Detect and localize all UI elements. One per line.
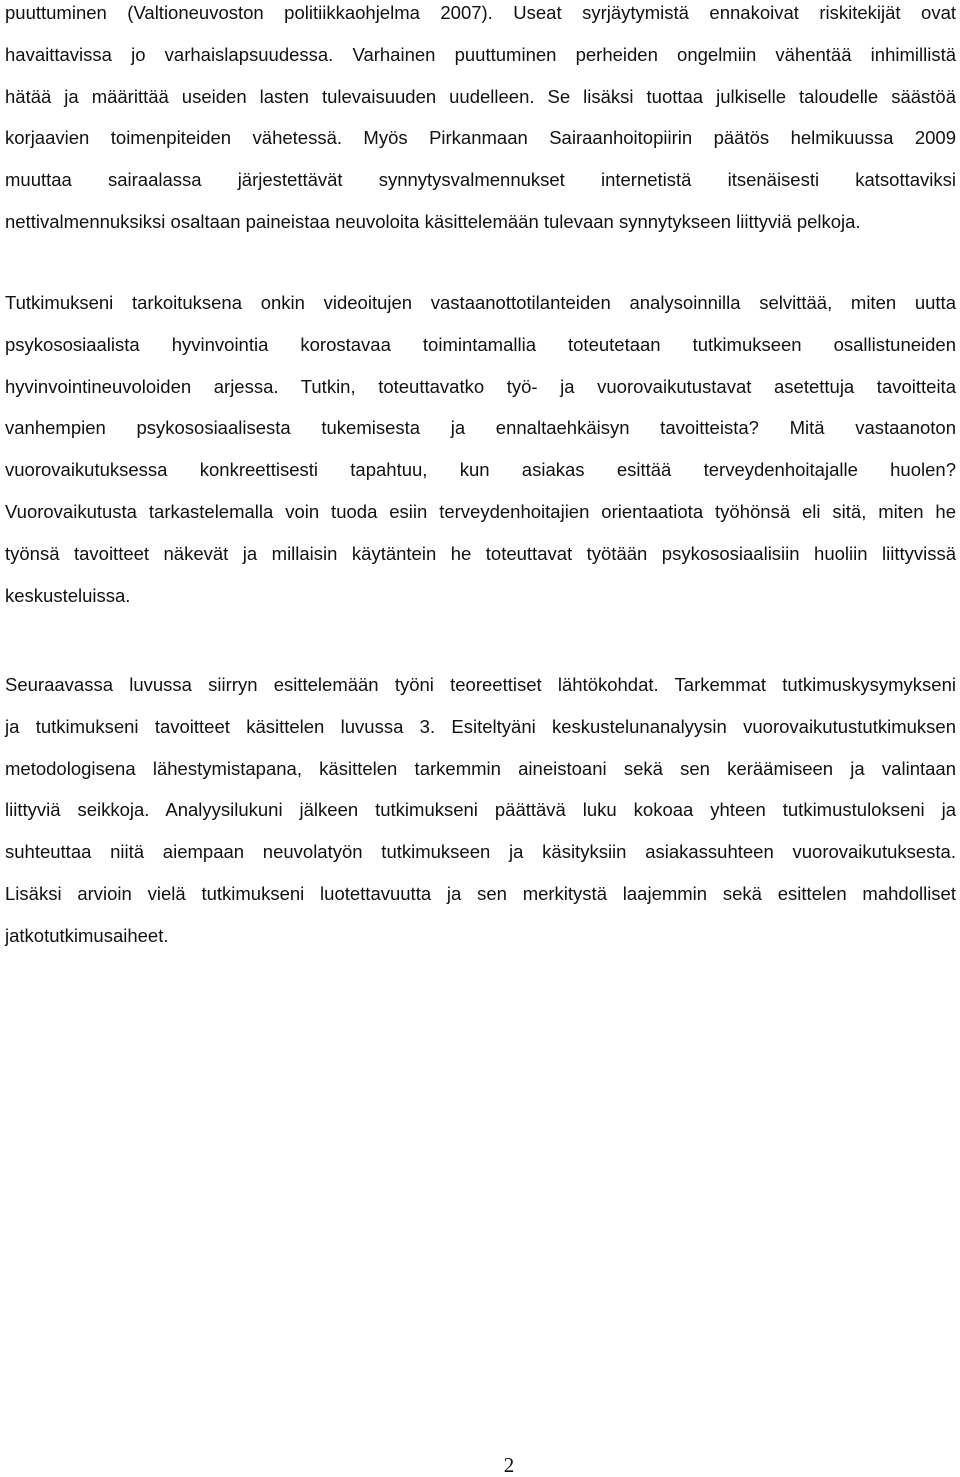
paragraph-line: nettivalmennuksiksi osaltaan paineistaa neuvoloita käsittelemään tulevaan synnytykseen liittyviä pelkoja. [5,210,861,232]
paragraph-line: Vuorovaikutusta tarkastelemalla voin tuoda esiin terveydenhoitajien orientaatiota työhönsä eli sitä, miten he [5,500,956,522]
page-number: 2 [503,1453,515,1477]
paragraph-line: vuorovaikutuksessa konkreettisesti tapahtuu, kun asiakas esittää terveydenhoitajalle huolen? [5,459,956,481]
paragraph-line: metodologisena lähestymistapana, käsittelen tarkemmin aineistoani sekä sen keräämiseen ja valintaan [5,757,956,779]
paragraph-line: ja tutkimukseni tavoitteet käsittelen luvussa 3. Esiteltyäni keskustelunanalyysin vuorovaikutustutkimuksen [5,715,956,737]
paragraph-line: psykososiaalista hyvinvointia korostavaa toimintamallia toteutetaan tutkimukseen osallistuneiden [5,333,956,355]
paragraph-line: Tutkimukseni tarkoituksena onkin videoitujen vastaanottotilanteiden analysoinnilla selvittää, miten uutta [5,292,956,313]
paragraph-line: muuttaa sairaalassa järjestettävät synnytysvalmennukset internetistä itsenäisesti katsottaviksi [5,169,956,191]
paragraph-line: korjaavien toimenpiteiden vähetessä. Myös Pirkanmaan Sairaanhoitopiirin päätös helmikuussa 2009 [5,127,956,149]
paragraph-line: puuttuminen (Valtioneuvoston politiikkaohjelma 2007). Useat syrjäytymistä ennakoivat riskitekijät ovat [5,2,956,23]
paragraph-line: suhteuttaa niitä aiempaan neuvolatyön tutkimukseen ja käsityksiin asiakassuhteen vuorovaikutuksesta. [5,841,956,863]
paragraph-line: hyvinvointineuvoloiden arjessa. Tutkin, toteuttavatko työ- ja vuorovaikutustavat asetettuja tavoitteita [5,375,956,397]
paragraph-line: hätää ja määrittää useiden lasten tulevaisuuden uudelleen. Se lisäksi tuottaa julkiselle taloudelle säästöä [5,85,956,107]
paragraph-1 [5,0,956,243]
paragraph-line: Seuraavassa luvussa siirryn esittelemään työni teoreettiset lähtökohdat. Tarkemmat tutkimuskysymykseni [5,674,956,695]
paragraph-line: jatkotutkimusaiheet. [5,924,169,946]
paragraph-line: Lisäksi arvioin vielä tutkimukseni luotettavuutta ja sen merkitystä laajemmin sekä esittelen mahdolliset [5,882,956,904]
paragraph-line: vanhempien psykososiaalisesta tukemisesta ja ennaltaehkäisyn tavoitteista? Mitä vastaanoton [5,417,956,439]
paragraph-line: havaittavissa jo varhaislapsuudessa. Varhainen puuttuminen perheiden ongelmiin vähentää inhimillistä [5,43,956,65]
paragraph-line: työnsä tavoitteet näkevät ja millaisin käytäntein he toteuttavat työtään psykososiaalisiin huoliin liittyvissä [5,542,956,564]
paragraph-2 [5,282,956,616]
paragraph-line: liittyviä seikkoja. Analyysilukuni jälkeen tutkimukseni päättävä luku kokoaa yhteen tutkimustulokseni ja [5,799,956,821]
paragraph-line: keskusteluissa. [5,584,131,606]
paragraph-3 [5,664,956,957]
